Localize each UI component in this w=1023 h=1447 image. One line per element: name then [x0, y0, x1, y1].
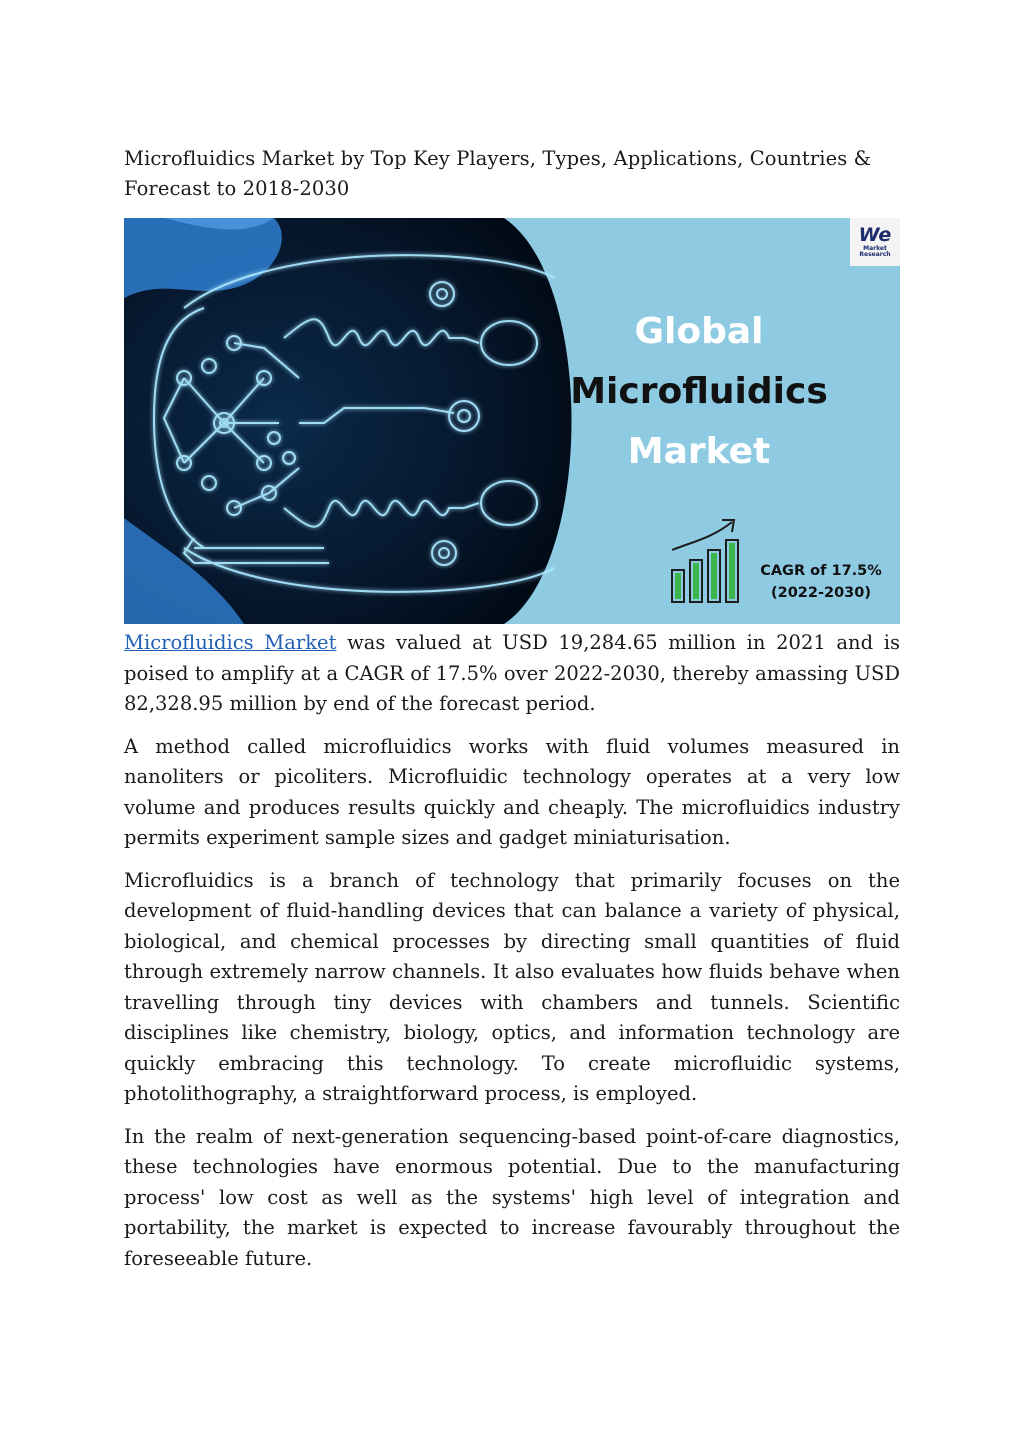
cagr-value: CAGR of 17.5%	[760, 563, 882, 579]
cagr-label	[756, 560, 886, 604]
brand-logo	[850, 218, 900, 266]
cagr-period: (2022-2030)	[771, 585, 871, 601]
paragraph-2: A method called microfluidics works with fluid volumes measured in nanoliters or picoliters. Microfluidic technology operates at a very low volume and produces results quickly and cheaply. The microfluidics industry permits experiment sample sizes and gadget miniaturisation.	[124, 734, 900, 849]
headline-line-3: Market	[627, 431, 771, 472]
headline-line-2: Microfluidics	[570, 371, 828, 412]
hero-banner	[124, 218, 900, 624]
paragraph-3: Microfluidics is a branch of technology that primarily focuses on the development of fluid-handling devices that can balance a variety of physical, biological, and chemical processes by directing small quantities of fluid through extremely narrow channels. It also evaluates how fluids behave when travelling through tiny devices with chambers and tunnels. Scientific disciplines like chemistry, biology, optics, and information technology are quickly embracing this technology. To create microfluidic systems, photolithography, a straightforward process, is employed.	[124, 868, 900, 1105]
document-page	[124, 144, 900, 1286]
paragraph-1	[124, 628, 900, 720]
brand-subtitle: Market Research	[859, 245, 891, 258]
banner-headline	[558, 302, 840, 482]
microfluidics-market-link[interactable]: Microfluidics Market	[124, 631, 337, 654]
paragraph-4: In the realm of next-generation sequencing-based point-of-care diagnostics, these technologies have enormous potential. Due to the manufacturing process' low cost as well as the systems' high level of integration and portability, the market is expected to increase favourably throughout the foreseeable future.	[124, 1124, 900, 1270]
page-title: Microfluidics Market by Top Key Players, Types, Applications, Countries & Forecast to 2018-2030	[124, 147, 872, 200]
growth-chart-icon	[668, 514, 748, 606]
paragraph-1-text: was valued at USD 19,284.65 million in 2021 and is poised to amplify at a CAGR of 17.5% over 2022-2030, thereby amassing USD 82,328.95 million by end of the forecast period.	[124, 631, 900, 715]
brand-mark: We	[858, 224, 892, 246]
headline-line-1: Global	[634, 311, 764, 352]
